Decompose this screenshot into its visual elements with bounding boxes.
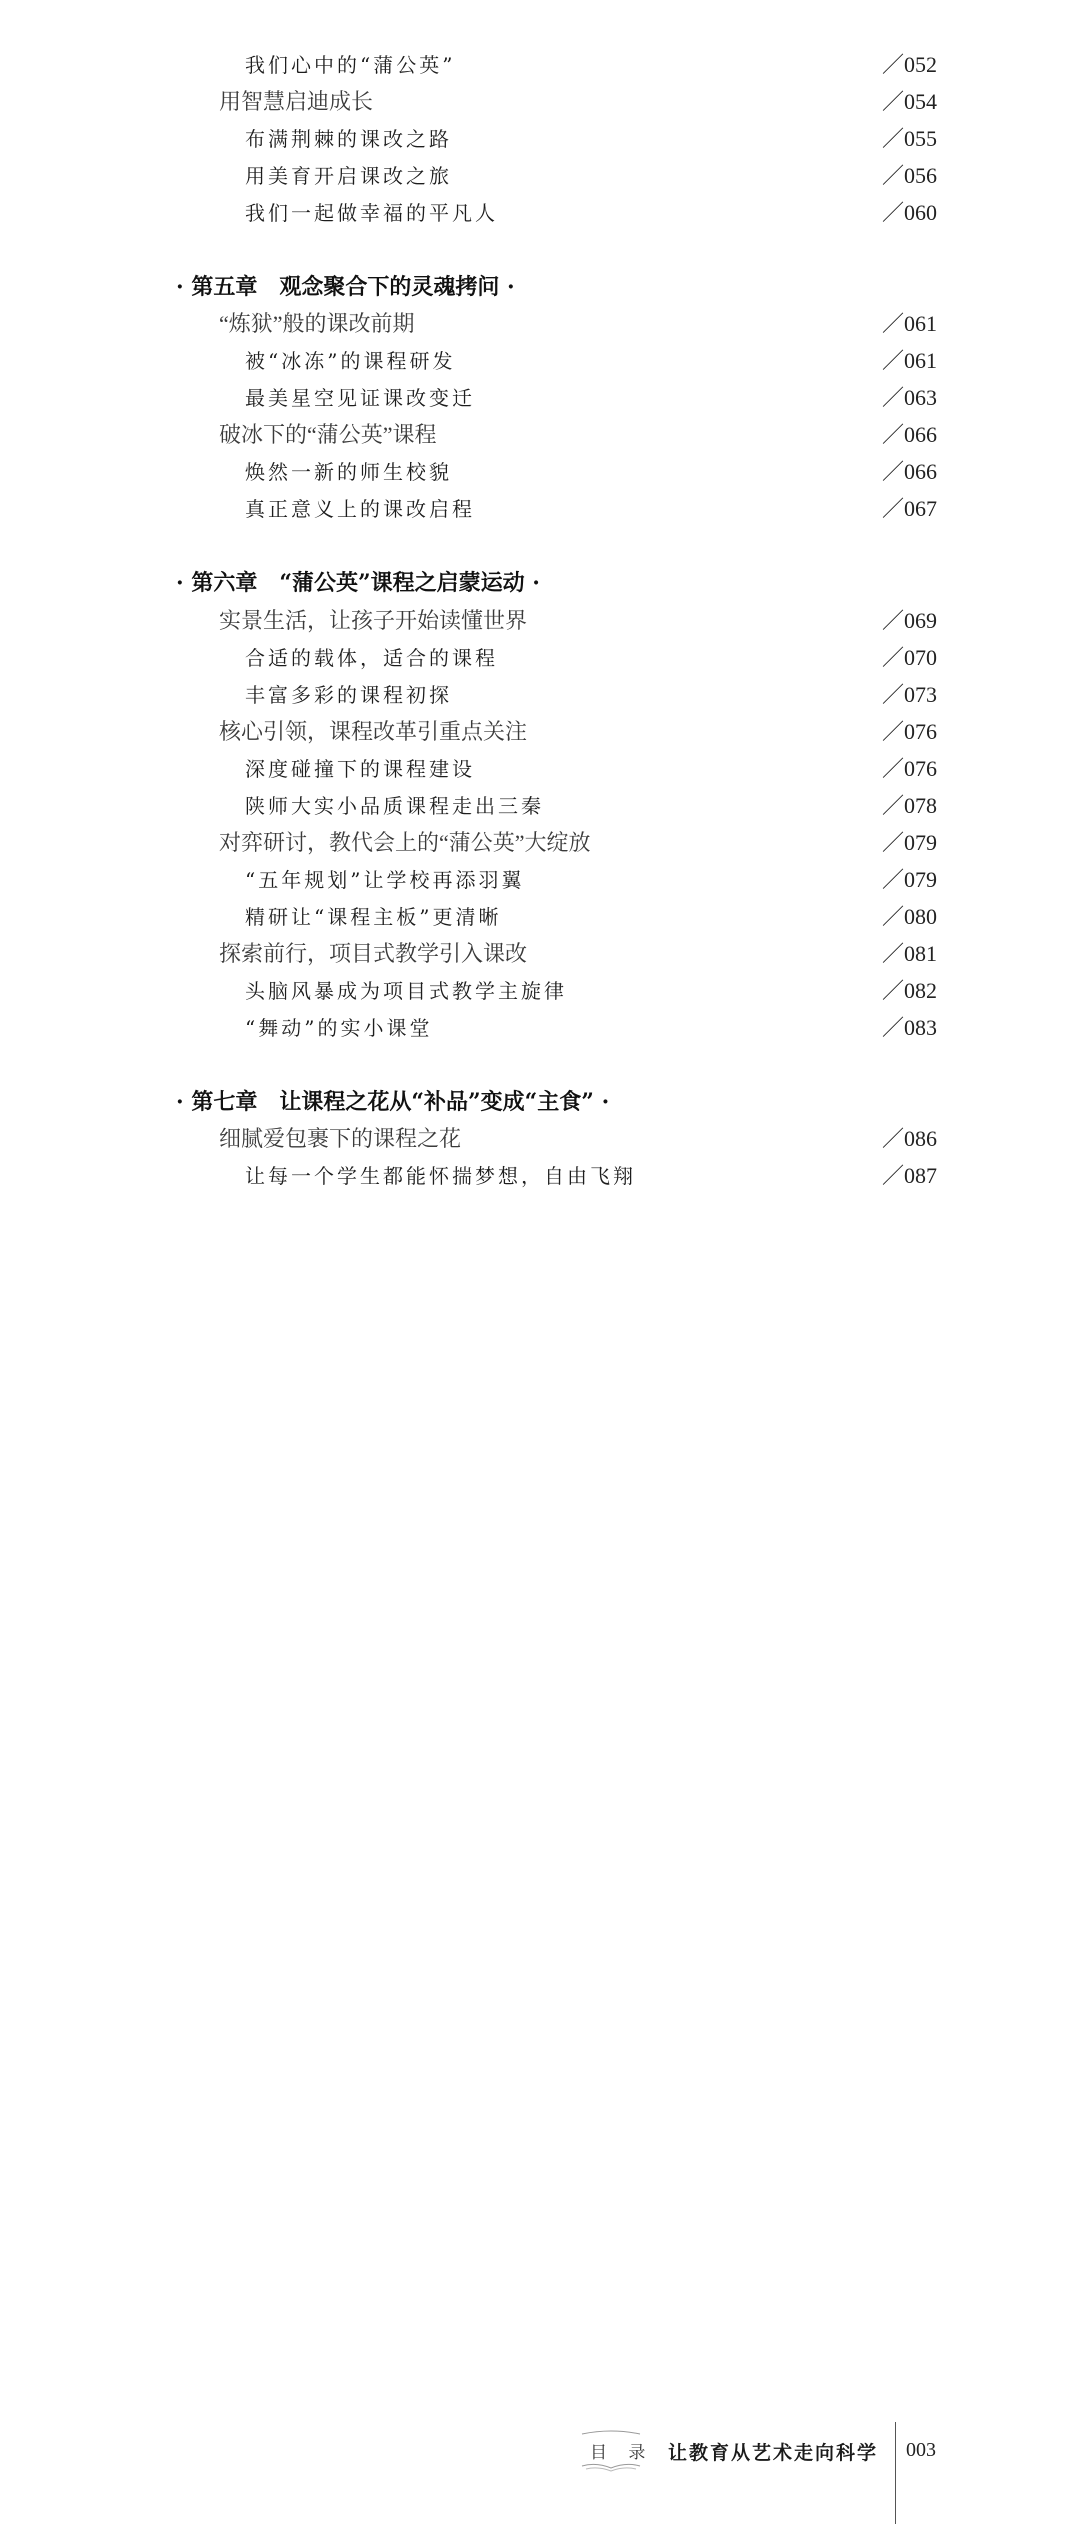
toc-entry-title: 真正意义上的课改启程 bbox=[245, 496, 475, 521]
toc-entry-page: ／060 bbox=[881, 199, 937, 225]
toc-entry-page: ／079 bbox=[881, 829, 937, 855]
toc-entry-page: ／063 bbox=[881, 384, 937, 410]
toc-entry-page: ／061 bbox=[881, 310, 937, 336]
toc-entry-page: ／082 bbox=[881, 977, 937, 1003]
toc-entry-page: ／076 bbox=[881, 755, 937, 781]
toc-entry-page: ／056 bbox=[881, 162, 937, 188]
toc-entry-subsection bbox=[0, 452, 1080, 488]
chapter-title: · 第六章 “蒲公英”课程之启蒙运动 · bbox=[176, 569, 540, 596]
toc-entry-page: ／079 bbox=[881, 866, 937, 892]
toc-entry-section bbox=[0, 601, 1080, 637]
toc-entry-title: 破冰下的“蒲公英”课程 bbox=[219, 421, 437, 447]
toc-entry-subsection bbox=[0, 786, 1080, 822]
toc-entry-subsection bbox=[0, 860, 1080, 896]
toc-entry-section bbox=[0, 1119, 1080, 1155]
toc-entry-page: ／066 bbox=[881, 458, 937, 484]
toc-entry-title: 用智慧启迪成长 bbox=[219, 88, 374, 114]
toc-entry-page: ／080 bbox=[881, 903, 937, 929]
toc-entry-title: 焕然一新的师生校貌 bbox=[245, 459, 452, 484]
table-of-contents bbox=[0, 0, 1080, 1210]
toc-entry-page: ／070 bbox=[881, 644, 937, 670]
page-number: 003 bbox=[906, 2439, 936, 2461]
toc-entry-page: ／069 bbox=[881, 607, 937, 633]
toc-entry-subsection bbox=[0, 156, 1080, 192]
toc-entry-section bbox=[0, 415, 1080, 451]
chapter-title: · 第七章 让课程之花从“补品”变成“主食” · bbox=[176, 1088, 610, 1115]
toc-entry-title: 最美星空见证课改变迁 bbox=[245, 385, 475, 410]
toc-entry-subsection bbox=[0, 378, 1080, 414]
toc-entry-subsection bbox=[0, 119, 1080, 155]
toc-entry-subsection bbox=[0, 45, 1080, 81]
footer-divider bbox=[895, 2422, 896, 2524]
toc-entry-page: ／078 bbox=[881, 792, 937, 818]
toc-entry-title: 陕师大实小品质课程走出三秦 bbox=[245, 793, 544, 818]
toc-entry-title: 核心引领，课程改革引重点关注 bbox=[219, 718, 528, 744]
toc-entry-title: “五年规划”让学校再添羽翼 bbox=[245, 867, 525, 892]
toc-entry-title: 用美育开启课改之旅 bbox=[245, 163, 452, 188]
toc-entry-page: ／052 bbox=[881, 51, 937, 77]
toc-entry-title: 合适的载体，适合的课程 bbox=[245, 645, 498, 670]
toc-entry-page: ／073 bbox=[881, 681, 937, 707]
chapter-title: · 第五章 观念聚合下的灵魂拷问 · bbox=[176, 273, 515, 300]
toc-entry-title: 我们心中的“蒲公英” bbox=[245, 52, 456, 77]
toc-entry-section bbox=[0, 823, 1080, 859]
toc-entry-title: 实景生活，让孩子开始读懂世界 bbox=[219, 607, 528, 633]
toc-entry-page: ／083 bbox=[881, 1014, 937, 1040]
footer-section-label: 目 录 bbox=[590, 2443, 654, 2463]
toc-entry-page: ／081 bbox=[881, 940, 937, 966]
toc-entry-title: 深度碰撞下的课程建设 bbox=[245, 756, 475, 781]
toc-entry-subsection bbox=[0, 749, 1080, 785]
toc-entry-page: ／061 bbox=[881, 347, 937, 373]
toc-chapter-heading bbox=[0, 267, 1080, 303]
toc-entry-title: 我们一起做幸福的平凡人 bbox=[245, 200, 498, 225]
toc-entry-section bbox=[0, 934, 1080, 970]
toc-entry-title: 丰富多彩的课程初探 bbox=[245, 682, 452, 707]
toc-entry-subsection bbox=[0, 1156, 1080, 1192]
toc-entry-page: ／087 bbox=[881, 1162, 937, 1188]
toc-entry-subsection bbox=[0, 1008, 1080, 1044]
toc-entry-subsection bbox=[0, 675, 1080, 711]
toc-entry-title: 被“冰冻”的课程研发 bbox=[245, 348, 456, 373]
toc-entry-page: ／086 bbox=[881, 1125, 937, 1151]
toc-entry-title: “舞动”的实小课堂 bbox=[245, 1015, 433, 1040]
toc-entry-title: 探索前行，项目式教学引入课改 bbox=[219, 940, 528, 966]
toc-entry-subsection bbox=[0, 897, 1080, 933]
toc-entry-title: 布满荆棘的课改之路 bbox=[245, 126, 452, 151]
toc-entry-subsection bbox=[0, 341, 1080, 377]
toc-entry-title: 对弈研讨，教代会上的“蒲公英”大绽放 bbox=[219, 829, 591, 855]
toc-entry-subsection bbox=[0, 193, 1080, 229]
toc-entry-subsection bbox=[0, 638, 1080, 674]
toc-chapter-heading bbox=[0, 563, 1080, 599]
toc-entry-page: ／055 bbox=[881, 125, 937, 151]
footer-book-title: 让教育从艺术走向科学 bbox=[668, 2442, 879, 2464]
toc-entry-page: ／066 bbox=[881, 421, 937, 447]
page-footer bbox=[0, 1210, 1080, 2464]
toc-entry-section bbox=[0, 304, 1080, 340]
toc-entry-page: ／054 bbox=[881, 88, 937, 114]
toc-entry-title: 细腻爱包裹下的课程之花 bbox=[219, 1125, 462, 1151]
toc-entry-page: ／076 bbox=[881, 718, 937, 744]
toc-chapter-heading bbox=[0, 1082, 1080, 1118]
toc-entry-title: 让每一个学生都能怀揣梦想，自由飞翔 bbox=[245, 1163, 636, 1188]
toc-entry-title: “炼狱”般的课改前期 bbox=[219, 310, 415, 336]
toc-entry-section bbox=[0, 82, 1080, 118]
toc-entry-section bbox=[0, 712, 1080, 748]
toc-entry-page: ／067 bbox=[881, 495, 937, 521]
toc-entry-subsection bbox=[0, 489, 1080, 525]
toc-entry-title: 头脑风暴成为项目式教学主旋律 bbox=[245, 978, 567, 1003]
toc-entry-subsection bbox=[0, 971, 1080, 1007]
toc-entry-title: 精研让“课程主板”更清晰 bbox=[245, 904, 502, 929]
